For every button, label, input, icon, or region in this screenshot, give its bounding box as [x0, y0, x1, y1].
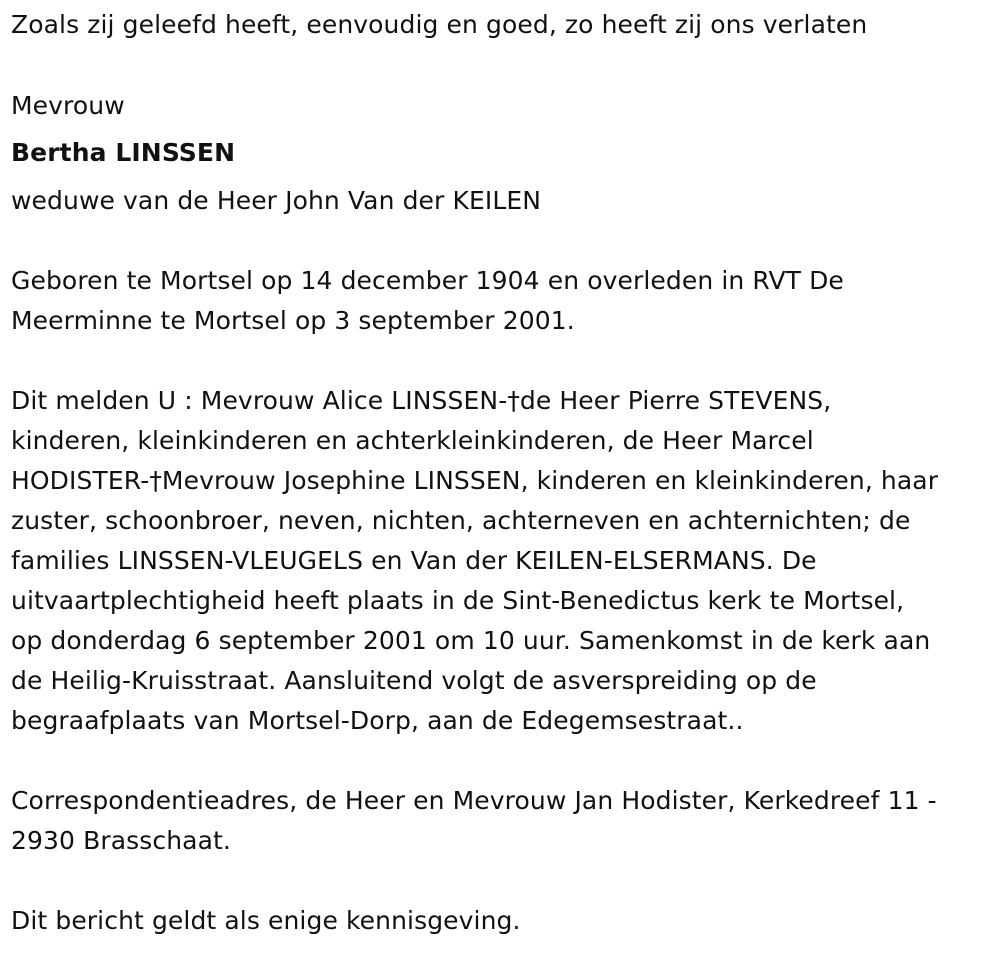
deceased-name: Bertha LINSSEN — [11, 138, 236, 167]
announcement-line: Dit melden U : Mevrouw Alice LINSSEN-†de Heer Pierre STEVENS, — [11, 386, 832, 415]
birth-death-line: Geboren te Mortsel op 14 december 1904 en overleden in RVT De — [11, 266, 844, 295]
announcement-line: kinderen, kleinkinderen en achterkleinkinderen, de Heer Marcel — [11, 426, 814, 455]
closing-line: Dit bericht geldt als enige kennisgeving. — [11, 906, 521, 935]
announcement-line: op donderdag 6 september 2001 om 10 uur. Samenkomst in de kerk aan — [11, 626, 931, 655]
announcement-line: zuster, schoonbroer, neven, nichten, achterneven en achternichten; de — [11, 506, 911, 535]
announcement-line: begraafplaats van Mortsel-Dorp, aan de Edegemsestraat.. — [11, 706, 744, 735]
announcement-line: HODISTER-†Mevrouw Josephine LINSSEN, kinderen en kleinkinderen, haar — [11, 466, 939, 495]
announcement-line: uitvaartplechtigheid heeft plaats in de Sint-Benedictus kerk te Mortsel, — [11, 586, 905, 615]
announcement-line: families LINSSEN-VLEUGELS en Van der KEILEN-ELSERMANS. De — [11, 546, 817, 575]
widow-of: weduwe van de Heer John Van der KEILEN — [11, 186, 542, 215]
announcement-line: de Heilig-Kruisstraat. Aansluitend volgt de asverspreiding op de — [11, 666, 817, 695]
correspondence-line: Correspondentieadres, de Heer en Mevrouw Jan Hodister, Kerkedreef 11 - — [11, 786, 937, 815]
birth-death-line: Meerminne te Mortsel op 3 september 2001. — [11, 306, 575, 335]
motto: Zoals zij geleefd heeft, eenvoudig en goed, zo heeft zij ons verlaten — [11, 10, 868, 39]
salutation: Mevrouw — [11, 91, 125, 120]
correspondence-line: 2930 Brasschaat. — [11, 826, 231, 855]
